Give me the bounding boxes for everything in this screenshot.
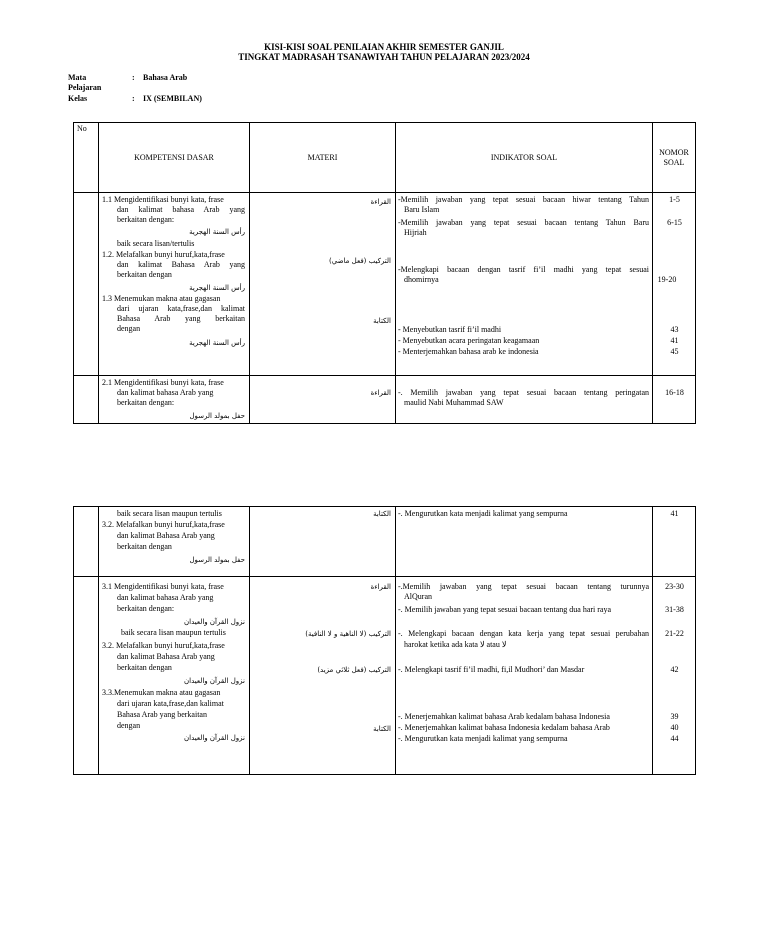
kd-line: 3.3.Menemukan makna atau gagasan	[102, 688, 221, 697]
kd-line: berkaitan dengan	[117, 663, 172, 672]
materi-item: القراءة	[370, 583, 391, 591]
indikator-line: -.Memilih jawaban yang tepat sesuai bacaan tentang turunnya	[398, 582, 649, 591]
row-2-materi	[250, 376, 396, 424]
kd-line: berkaitan dengan	[117, 542, 172, 551]
row-1-no	[74, 193, 99, 376]
row-2-nomor	[653, 376, 696, 424]
mapel-label-1: Mata	[68, 73, 87, 82]
row-2-kompetensi	[99, 376, 250, 424]
materi-item: التركيب (فعل ماضي)	[329, 257, 391, 265]
kd-arabic-topic: نزول القرآن والعيدان	[183, 677, 245, 685]
kd-arabic-topic: رأس السنة الهجرية	[189, 339, 245, 347]
nomor-soal: 1-5	[669, 195, 680, 204]
materi-item: القراءة	[370, 389, 391, 397]
nomor-soal: 31-38	[665, 605, 684, 614]
header-materi: MATERI	[250, 123, 396, 193]
kd-arabic-topic: رأس السنة الهجرية	[189, 284, 245, 292]
nomor-soal: 6-15	[667, 218, 682, 227]
kd-line: dari ujaran kata,frase,dan kalimat	[117, 304, 245, 313]
indikator-line: -Memilih jawaban yang tepat sesuai bacaan hiwar tentang Tahun	[398, 195, 649, 204]
indikator-line: -. Mengurutkan kata menjadi kalimat yang sempurna	[398, 734, 568, 743]
kd-line: dan kalimat Bahasa Arab yang	[117, 260, 245, 269]
header-indikator-soal: INDIKATOR SOAL	[396, 123, 653, 193]
nomor-soal: 16-18	[665, 388, 684, 397]
document-title-line-2: TINGKAT MADRASAH TSANAWIYAH TAHUN PELAJARAN 2023/2024	[238, 52, 530, 62]
kd-line: dan kalimat bahasa Arab yang	[117, 388, 214, 397]
kisi-table-page-1	[73, 122, 696, 424]
mapel-colon: :	[132, 73, 135, 82]
kd-line: 1.1 Mengidentifikasi bunyi kata, frase	[102, 195, 224, 204]
indikator-line: Hijriah	[404, 228, 427, 237]
kelas-colon: :	[132, 94, 135, 103]
kd-line: baik secara lisan maupun tertulis	[121, 628, 226, 637]
indikator-line: -. Mengurutkan kata menjadi kalimat yang sempurna	[398, 509, 568, 518]
row-2-no	[74, 376, 99, 424]
row-1-indikator	[396, 193, 653, 376]
kd-line: Bahasa Arab yang berkaitan	[117, 710, 207, 719]
indikator-line: -Memilih jawaban yang tepat sesuai bacaan tentang Tahun Baru	[398, 218, 649, 227]
mapel-value: Bahasa Arab	[143, 73, 188, 82]
row-1-materi	[250, 193, 396, 376]
row-3-materi	[250, 507, 396, 577]
row-4-indikator	[396, 577, 653, 775]
indikator-line: AlQuran	[404, 592, 432, 601]
kd-line: dan kalimat bahasa Arab yang	[117, 205, 245, 214]
nomor-soal: 41	[670, 336, 679, 345]
kd-line: dengan	[117, 721, 141, 730]
kd-arabic-topic: نزول القرآن والعيدان	[183, 734, 245, 742]
materi-item: القراءة	[370, 198, 391, 206]
row-3-indikator	[396, 507, 653, 577]
nomor-soal: 19-20	[657, 275, 677, 284]
nomor-soal: 45	[670, 347, 679, 356]
nomor-soal: 43	[670, 325, 679, 334]
nomor-soal: 44	[670, 734, 679, 743]
materi-item: الكتابة	[373, 317, 391, 325]
row-3-kompetensi	[99, 507, 250, 577]
kelas-value: IX (SEMBILAN)	[143, 94, 202, 103]
kd-line: baik secara lisan/tertulis	[117, 239, 195, 248]
indikator-line: -. Melengkapi tasrif fi’il madhi, fi,il Mudhori’ dan Masdar	[398, 665, 585, 674]
kd-line: 3.2. Melafalkan bunyi huruf,kata,frase	[102, 641, 225, 650]
indikator-line: harokat ketika ada kata لا atau لا	[404, 640, 507, 649]
kd-line: dan kalimat bahasa Arab yang	[117, 593, 214, 602]
kelas-label: Kelas	[68, 94, 88, 103]
kd-line: baik secara lisan maupun tertulis	[117, 509, 222, 518]
header-kompetensi-dasar: KOMPETENSI DASAR	[99, 123, 250, 193]
document-title-line-1: KISI-KISI SOAL PENILAIAN AKHIR SEMESTER GANJIL	[264, 42, 504, 52]
row-4-no	[74, 577, 99, 775]
kd-line: berkaitan dengan:	[117, 604, 175, 613]
indikator-line: dhomirnya	[404, 275, 439, 284]
indikator-line: -. Melengkapi bacaan dengan kata kerja yang tepat sesuai perubahan	[398, 629, 649, 638]
row-3-no	[74, 507, 99, 577]
kd-line: dengan	[117, 324, 141, 333]
kd-arabic-topic: نزول القرآن والعيدان	[183, 618, 245, 626]
kd-line: dari ujaran kata,frase,dan kalimat	[117, 699, 224, 708]
indikator-line: -. Menerjemahkan kalimat bahasa Arab kedalam bahasa Indonesia	[398, 712, 610, 721]
kd-line: 3.2. Melafalkan bunyi huruf,kata,frase	[102, 520, 225, 529]
nomor-soal: 40	[670, 723, 679, 732]
row-1-kompetensi	[99, 193, 250, 376]
nomor-soal: 41	[670, 509, 679, 518]
materi-item: الكتابة	[373, 725, 391, 733]
indikator-line: -. Memilih jawaban yang tepat sesuai bacaan tentang dua hari raya	[398, 605, 612, 614]
indikator-line: -. Memilih jawaban yang tepat sesuai bacaan tentang peringatan	[398, 388, 649, 397]
nomor-soal: 21-22	[665, 629, 684, 638]
kd-line: berkaitan dengan:	[117, 398, 175, 407]
nomor-soal: 39	[670, 712, 679, 721]
materi-item: التركيب (فعل ثلاثي مزيد)	[317, 666, 391, 674]
indikator-line: -. Menerjemahkan kalimat bahasa Indonesia kedalam bahasa Arab	[398, 723, 610, 732]
materi-item: التركيب (لا الناهية و لا النافية)	[305, 630, 391, 638]
indikator-line: - Menyebutkan acara peringatan keagamaan	[398, 336, 540, 345]
nomor-soal: 23-30	[665, 582, 684, 591]
row-1-nomor	[653, 193, 696, 376]
kisi-table-page-2	[73, 506, 696, 775]
kd-arabic-topic: رأس السنة الهجرية	[189, 228, 245, 236]
kd-arabic-topic: حفل بمولد الرسول	[189, 556, 245, 564]
indikator-line: - Menyebutkan tasrif fi’il madhi	[398, 325, 502, 334]
header-no: No	[74, 123, 99, 193]
row-2-indikator	[396, 376, 653, 424]
row-3-nomor	[653, 507, 696, 577]
indikator-line: -Melengkapi bacaan dengan tasrif fi’il madhi yang tepat sesuai	[398, 265, 649, 274]
indikator-line: maulid Nabi Muhammad SAW	[404, 398, 504, 407]
kd-line: berkaitan dengan:	[117, 215, 175, 224]
indikator-line: - Menterjemahkan bahasa arab ke indonesia	[398, 347, 539, 356]
kd-line: 1.2. Melafalkan bunyi huruf,kata,frase	[102, 250, 225, 259]
kd-line: 3.1 Mengidentifikasi bunyi kata, frase	[102, 582, 224, 591]
nomor-soal: 42	[670, 665, 679, 674]
row-4-materi	[250, 577, 396, 775]
kd-line: dan kalimat Bahasa Arab yang	[117, 652, 215, 661]
indikator-line: Baru Islam	[404, 205, 440, 214]
row-4-kompetensi	[99, 577, 250, 775]
kd-line: Bahasa Arab yang berkaitan	[117, 314, 245, 323]
row-4-nomor	[653, 577, 696, 775]
kd-line: 2.1 Mengidentifikasi bunyi kata, frase	[102, 378, 224, 387]
kd-line: berkaitan dengan	[117, 270, 172, 279]
kd-arabic-topic: حفل بمولد الرسول	[189, 412, 245, 420]
kd-line: dan kalimat Bahasa Arab yang	[117, 531, 215, 540]
kd-line: 1.3 Menemukan makna atau gagasan	[102, 294, 221, 303]
header-nomor-soal: NOMOR SOAL	[653, 123, 696, 193]
mapel-label-2: Pelajaran	[68, 83, 102, 92]
materi-item: الكتابة	[373, 510, 391, 518]
